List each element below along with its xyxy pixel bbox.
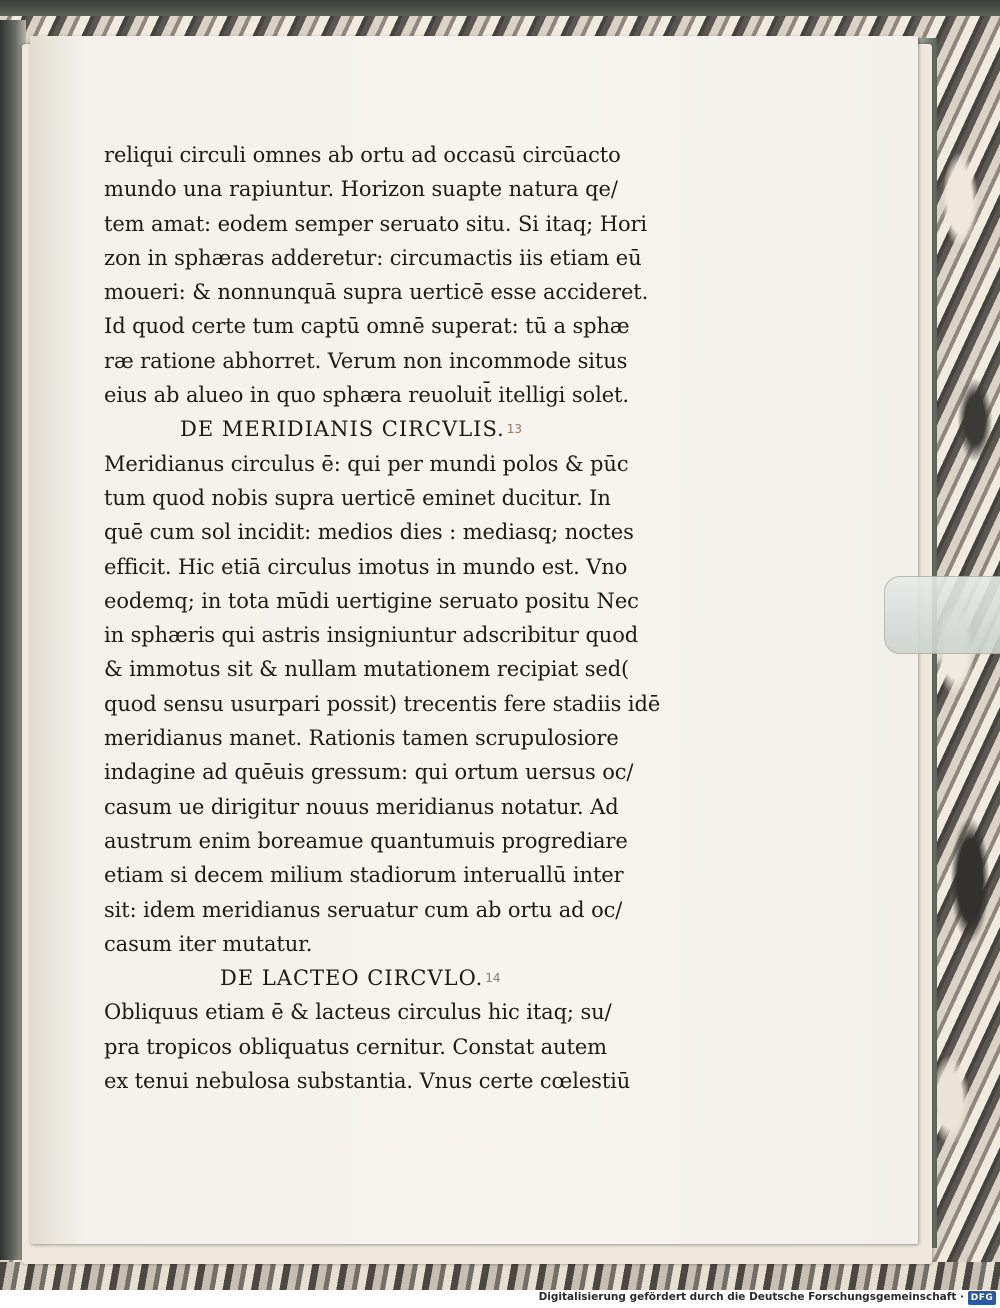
- footer-credit: Digitalisierung gefördert durch die Deutsche Forschungsgemeinschaft ·: [538, 1291, 964, 1303]
- margin-note: 13: [506, 422, 523, 437]
- text-line: meridianus manet. Rationis tamen scrupulosiore: [104, 726, 619, 751]
- text-line: reliqui circuli omnes ab ortu ad occasū circūacto: [104, 143, 621, 167]
- margin-note: 14: [485, 971, 501, 986]
- text-line: etiam si decem milium stadiorum interuallū inter: [104, 863, 624, 888]
- text-line: efficit. Hic etiā circulus imotus in mundo est. Vno: [104, 554, 628, 579]
- board-bottom-edge: [0, 1262, 1000, 1290]
- text-line: ræ ratione abhorret. Verum non incommode situs: [104, 348, 628, 373]
- heading-lacteo: [104, 961, 704, 995]
- heading-meridianis: [104, 412, 704, 446]
- text-line: sit: idem meridianus seruatur cum ab ortu ad oc/: [104, 897, 623, 922]
- text-line: austrum enim boreamue quantumuis progrediare: [104, 828, 628, 853]
- text-line: casum iter mutatur.: [104, 931, 313, 956]
- text-line: tem amat: eodem semper seruato situ. Si itaq; Hori: [104, 211, 648, 236]
- board-top-edge: [0, 0, 1000, 16]
- text-line: casum ue dirigitur nouus meridianus notatur. Ad: [104, 794, 619, 819]
- text-line: ex tenui nebulosa substantia. Vnus certe cœlestiū: [104, 1069, 631, 1094]
- heading-text: DE LACTEO CIRCVLO.: [220, 966, 484, 991]
- page-clip: [884, 576, 1000, 654]
- text-line: eodemq; in tota mūdi uertigine seruato positu Nec: [104, 588, 639, 613]
- text-line: & immotus sit & nullam mutationem recipiat sed(: [104, 657, 630, 682]
- text-line: Id quod certe tum captū omnē superat: tū a sphæ: [104, 314, 630, 339]
- paragraph-1: [104, 138, 704, 412]
- text-line: Obliquus etiam ē & lacteus circulus hic itaq; su/: [104, 1000, 612, 1025]
- text-line: indagine ad quēuis gressum: qui ortum uersus oc/: [104, 760, 634, 785]
- text-line: quod sensu usurpari possit) trecentis fere stadiis idē: [104, 691, 661, 716]
- paragraph-2: [104, 447, 704, 961]
- text-line: quē cum sol incidit: medios dies : mediasq; noctes: [104, 520, 634, 545]
- text-line: moueri: & nonnunquā supra uerticē esse accideret.: [104, 280, 649, 305]
- dfg-logo: DFG: [968, 1291, 996, 1305]
- text-line: in sphæris qui astris insigniuntur adscribitur quod: [104, 623, 639, 648]
- text-line: zon in sphæras adderetur: circumactis iis etiam eū: [104, 245, 642, 270]
- text-line: tum quod nobis supra uerticē eminet ducitur. In: [104, 485, 611, 510]
- text-line: mundo una rapiuntur. Horizon suapte natura qe/: [104, 177, 618, 202]
- text-line: eius ab alueo in quo sphæra reuoluit̄ itelligi solet.: [104, 383, 629, 408]
- paragraph-3: [104, 995, 704, 1098]
- text-line: pra tropicos obliquatus cernitur. Constat autem: [104, 1034, 607, 1059]
- text-line: Meridianus circulus ē: qui per mundi polos & pūc: [104, 451, 629, 476]
- heading-text: DE MERIDIANIS CIRCVLIS.: [180, 417, 505, 442]
- page-text: [104, 138, 704, 1098]
